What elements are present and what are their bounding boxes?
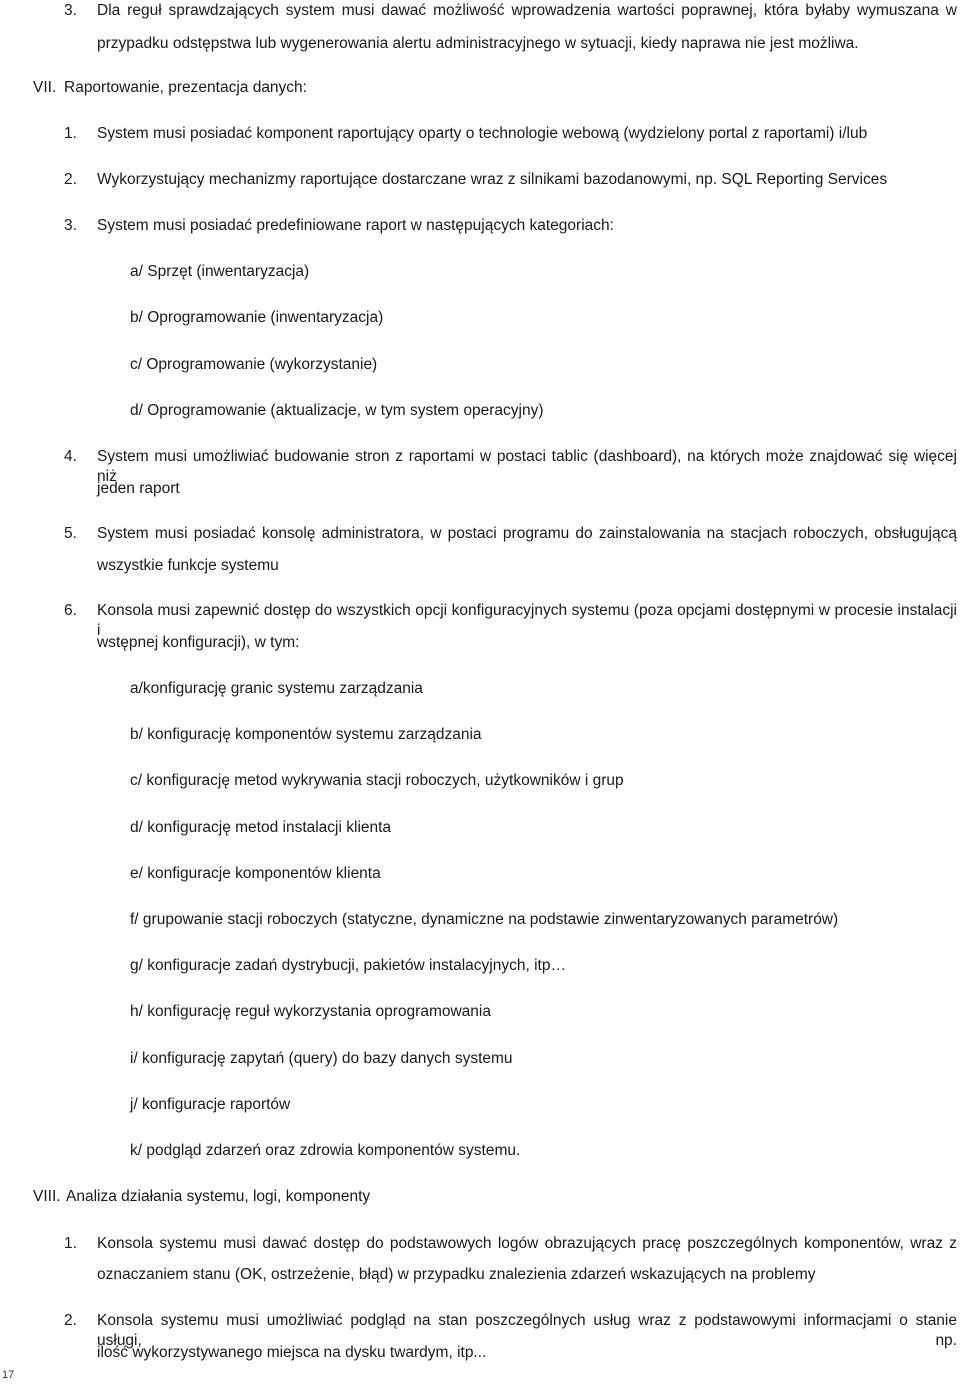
sub-item: e/ konfiguracje komponentów klienta — [130, 865, 381, 882]
section-title: Analiza działania systemu, logi, komponenty — [66, 1188, 371, 1205]
item-number: 2. — [64, 1312, 77, 1329]
sub-item: b/ konfigurację komponentów systemu zarządzania — [130, 726, 482, 743]
item-text-line: System musi posiadać predefiniowane raport w następujących kategoriach: — [97, 217, 614, 234]
item-text-line: System musi umożliwiać budowanie stron z raportami w postaci tablic (dashboard), na których może znajdować się więcej niż — [97, 448, 957, 485]
item-text-line: oznaczaniem stanu (OK, ostrzeżenie, błąd) w przypadku znalezienia zdarzeń wskazujących na problemy — [97, 1266, 816, 1283]
item-text-line: wstępnej konfiguracji), w tym: — [97, 634, 300, 651]
sub-item: d/ Oprogramowanie (aktualizacje, w tym system operacyjny) — [130, 402, 544, 419]
item-number: 4. — [64, 448, 77, 465]
sub-item: k/ podgląd zdarzeń oraz zdrowia komponentów systemu. — [130, 1142, 521, 1159]
item-text-line: jeden raport — [97, 480, 180, 497]
item-number: 1. — [64, 125, 77, 142]
item-number: 3. — [64, 217, 77, 234]
item-text-line: System musi posiadać komponent raportujący oparty o technologie webową (wydzielony portal z raportami) i/lub — [97, 125, 868, 142]
item-number: 5. — [64, 525, 77, 542]
section-title: Raportowanie, prezentacja danych: — [64, 79, 307, 96]
sub-item: b/ Oprogramowanie (inwentaryzacja) — [130, 309, 384, 326]
item-text-line: Wykorzystujący mechanizmy raportujące dostarczane wraz z silnikami bazodanowymi, np. SQL Reporting Services — [97, 171, 888, 188]
item-text-line: przypadku odstępstwa lub wygenerowania alertu administracyjnego w sytuacji, kiedy naprawa nie jest możliwa. — [97, 35, 859, 52]
sub-item: c/ konfigurację metod wykrywania stacji roboczych, użytkowników i grup — [130, 772, 624, 789]
item-text-line: Dla reguł sprawdzających system musi dawać możliwość wprowadzenia wartości poprawnej, która byłaby wymuszana w — [97, 2, 957, 19]
sub-item: f/ grupowanie stacji roboczych (statyczne, dynamiczne na podstawie zinwentaryzowanych parametrów) — [130, 911, 839, 928]
sub-item: a/konfigurację granic systemu zarządzania — [130, 680, 423, 697]
item-text-line: Konsola systemu musi dawać dostęp do podstawowych logów obrazujących pracę poszczególnych komponentów, wraz z — [97, 1235, 957, 1252]
sub-item: g/ konfiguracje zadań dystrybucji, pakietów instalacyjnych, itp… — [130, 957, 566, 974]
sub-item: h/ konfigurację reguł wykorzystania oprogramowania — [130, 1003, 491, 1020]
item-text-line: System musi posiadać konsolę administratora, w postaci programu do zainstalowania na stacjach roboczych, obsługującą — [97, 525, 957, 542]
item-number: 6. — [64, 602, 77, 619]
item-number: 2. — [64, 171, 77, 188]
item-text-line: Konsola systemu musi umożliwiać podgląd na stan poszczególnych usług wraz z podstawowymi informacjami o stanie usługi, np. — [97, 1312, 957, 1349]
item-number: 1. — [64, 1235, 77, 1252]
sub-item: j/ konfiguracje raportów — [130, 1096, 291, 1113]
sub-item: i/ konfigurację zapytań (query) do bazy danych systemu — [130, 1050, 513, 1067]
item-number: 3. — [64, 2, 77, 19]
sub-item: d/ konfigurację metod instalacji klienta — [130, 819, 392, 836]
item-text-line: wszystkie funkcje systemu — [97, 557, 279, 574]
item-text-line: ilość wykorzystywanego miejsca na dysku twardym, itp... — [97, 1344, 487, 1361]
sub-item: c/ Oprogramowanie (wykorzystanie) — [130, 356, 378, 373]
page-number: 17 — [2, 1369, 15, 1381]
section-number: VIII. — [33, 1188, 61, 1205]
item-text-line: Konsola musi zapewnić dostęp do wszystkich opcji konfiguracyjnych systemu (poza opcjami dostępnymi w procesie instalacji i — [97, 602, 957, 639]
sub-item: a/ Sprzęt (inwentaryzacja) — [130, 263, 310, 280]
section-number: VII. — [33, 79, 57, 96]
